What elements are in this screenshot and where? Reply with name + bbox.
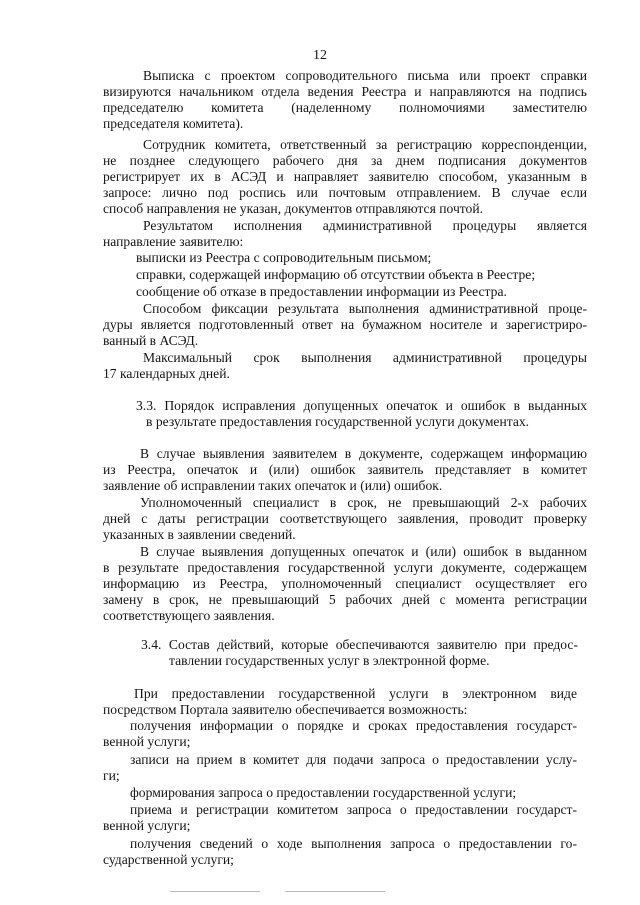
paragraph-line: дней с даты регистрации соответствующего заявления, проводит проверку [103, 511, 587, 526]
list-item: справки, содержащей информацию об отсутствии объекта в Реестре; [136, 267, 536, 282]
list-item: сообщение об отказе в предоставлении информации из Реестра. [136, 284, 507, 299]
scan-artifact [170, 891, 260, 892]
paragraph-line: визируются начальником отдела ведения Реестра и направляются на подпись [103, 84, 587, 99]
scan-artifact [285, 891, 385, 892]
list-item: получения сведений о ходе выполнения запроса о предоставлении го- [130, 836, 577, 851]
list-item: сударственной услуги; [103, 852, 234, 867]
paragraph-line: запросе: лично под роспись или почтовым отправлением. В случае если [103, 185, 587, 200]
paragraph-line: дуры является подготовленный ответ на бумажном носителе и зарегистриро- [103, 317, 587, 332]
paragraph-line: В случае выявления заявителем в документе, содержащем информацию [140, 446, 587, 461]
list-item: венной услуги; [103, 818, 191, 833]
paragraph-line: в результате предоставления государственной услуги документе, содержащем [103, 560, 587, 575]
paragraph-line: председателя комитета). [103, 116, 244, 131]
paragraph-line: Сотрудник комитета, ответственный за регистрацию корреспонденции, [143, 137, 587, 152]
list-item: приема и регистрации комитетом запроса о предоставлении государст- [130, 802, 577, 817]
paragraph-line: председателю комитета (наделенному полномочиями заместителю [103, 100, 587, 115]
paragraph-line: указанных в заявлении сведений. [103, 527, 296, 542]
paragraph-line: Способом фиксации результата выполнения административной проце- [143, 301, 587, 316]
paragraph-line: информацию из Реестра, уполномоченный специалист осуществляет его [103, 576, 587, 591]
list-item: ги; [103, 768, 120, 783]
list-item: венной услуги; [103, 734, 191, 749]
paragraph-line: Уполномоченный специалист в срок, не превышающий 2-х рабочих [140, 495, 587, 510]
list-item: формирования запроса о предоставлении государственной услуги; [130, 785, 517, 800]
paragraph-line: ванный в АСЭД. [103, 333, 199, 348]
list-item: выписки из Реестра с сопроводительным письмом; [136, 250, 432, 265]
section-heading-3-3: в результате предоставления государственной услуги документах. [146, 414, 530, 429]
section-heading-3-4: тавлении государственных услуг в электронной форме. [169, 653, 490, 668]
list-item: записи на прием в комитет для подачи запроса о предоставлении услу- [130, 752, 577, 767]
paragraph-line: 17 календарных дней. [103, 366, 230, 381]
section-heading-3-3: 3.3. Порядок исправления допущенных опечаток и ошибок в выданных [136, 398, 587, 413]
paragraph-line: соответствующего заявления. [103, 608, 275, 623]
paragraph-line: При предоставлении государственной услуги в электронном виде [134, 686, 577, 701]
page-number: 12 [313, 48, 327, 63]
paragraph-line: из Реестра, опечаток и (или) ошибок заявитель представляет в комитет [103, 462, 587, 477]
paragraph-line: Максимальный срок выполнения административной процедуры [143, 350, 587, 365]
paragraph-line: замену в срок, не превышающий 5 рабочих дней с момента регистрации [103, 592, 587, 607]
list-item: получения информации о порядке и сроках предоставления государст- [130, 718, 577, 733]
paragraph-line: регистрирует их в АСЭД и направляет заявителю способом, указанным в [103, 169, 587, 184]
paragraph-line: посредством Портала заявителю обеспечивается возможность: [103, 702, 468, 717]
paragraph-line: Результатом исполнения административной процедуры является [143, 218, 587, 233]
paragraph-line: заявление об исправлении таких опечаток и (или) ошибок. [103, 478, 443, 493]
paragraph-line: способ направления не указан, документов отправляются почтой. [103, 201, 484, 216]
paragraph-line: В случае выявления допущенных опечаток и (или) ошибок в выданном [140, 544, 587, 559]
paragraph-line: направление заявителю: [103, 234, 244, 249]
paragraph-line: не позднее следующего рабочего дня за днем подписания документов [103, 153, 587, 168]
section-heading-3-4: 3.4. Состав действий, которые обеспечиваются заявителю при предос- [141, 637, 578, 652]
paragraph-line: Выписка с проектом сопроводительного письма или проект справки [143, 68, 587, 83]
